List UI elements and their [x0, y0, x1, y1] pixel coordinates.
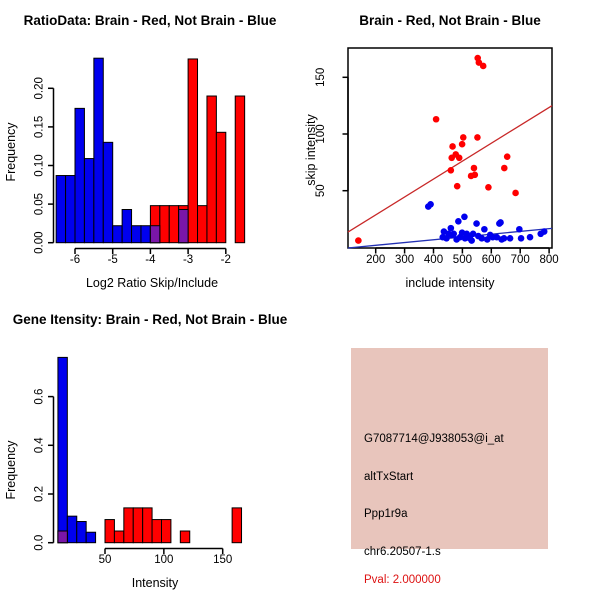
not-brain-blue-hist-bar: [75, 108, 84, 242]
overlap-purple-hist-bar: [150, 226, 159, 243]
brain-red-hist-bar: [124, 508, 133, 543]
not-brain-blue-point: [541, 228, 548, 235]
brain-red-point: [474, 134, 481, 141]
gene-info-panel: [300, 300, 600, 600]
x-tick-label: 400: [423, 254, 444, 266]
brain-red-hist-bar: [114, 531, 123, 543]
brain-red-point: [355, 237, 362, 244]
not-brain-blue-point: [527, 234, 534, 241]
x-tick-label: 600: [481, 254, 501, 266]
gene-intensity-histogram-panel: [0, 300, 300, 600]
brain-red-point: [501, 165, 508, 172]
intensity-scatter-ylabel: skip intensity: [304, 114, 318, 186]
y-tick-label: 0.00: [33, 231, 46, 254]
not-brain-blue-point: [516, 226, 523, 233]
brain-red-hist-bar: [188, 59, 197, 243]
x-tick-label: -5: [107, 254, 118, 266]
ratio-histogram-panel: [0, 0, 300, 300]
brain-red-point: [460, 134, 467, 141]
y-tick-label: 150: [315, 67, 327, 87]
not-brain-blue-hist-bar: [67, 516, 76, 543]
gene-intensity-histogram-xlabel: Intensity: [131, 576, 179, 590]
not-brain-blue-hist-bar: [94, 58, 103, 243]
not-brain-blue-point: [497, 219, 504, 226]
brain-red-point: [471, 165, 478, 172]
brain-red-point: [433, 116, 440, 123]
y-tick-label: 0.15: [33, 115, 46, 139]
not-brain-blue-point: [501, 235, 508, 242]
not-brain-blue-point: [507, 235, 514, 242]
x-tick-label: -6: [69, 254, 81, 266]
brain-red-point: [485, 184, 492, 191]
brain-red-hist-bar: [235, 96, 244, 243]
brain-red-point: [459, 141, 466, 148]
brain-red-point: [504, 153, 511, 160]
y-tick-label: 0.20: [33, 77, 46, 100]
brain-red-point: [512, 190, 519, 197]
gene-name-text: Ppp1r9a: [364, 508, 408, 520]
y-tick-label: 0.6: [33, 388, 46, 405]
ratio-histogram-ylabel: Frequency: [4, 122, 18, 182]
not-brain-blue-hist-bar: [122, 210, 131, 243]
not-brain-blue-hist-bar: [56, 176, 65, 243]
y-tick-label: 0.2: [33, 486, 46, 502]
brain-red-hist-bar: [143, 508, 152, 543]
brain-red-hist-bar: [198, 206, 207, 243]
not-brain-blue-hist-bar: [66, 176, 75, 243]
x-tick-label: 800: [539, 254, 559, 266]
not-brain-blue-point: [455, 218, 462, 225]
not-brain-blue-hist-bar: [86, 532, 95, 542]
x-tick-label: -2: [220, 254, 231, 266]
not-brain-blue-point: [448, 225, 455, 232]
probe-id-text: G7087714@J938053@i_at: [364, 433, 504, 445]
not-brain-blue-hist-bar: [58, 357, 67, 542]
x-tick-label: 700: [510, 254, 530, 266]
gene-info-box: [351, 348, 548, 586]
x-tick-label: 100: [154, 554, 174, 566]
x-tick-label: 50: [98, 554, 112, 566]
locus-text: chr6.20507-1.s: [364, 546, 441, 558]
not-brain-blue-hist-bar: [103, 142, 112, 242]
pval-text: Pval: 2.000000: [364, 574, 441, 586]
overlap-purple-hist-bar: [58, 531, 67, 543]
gene-intensity-histogram-ylabel: Frequency: [4, 440, 18, 500]
not-brain-blue-point: [481, 226, 488, 233]
brain-red-point: [449, 143, 456, 150]
x-tick-label: -3: [182, 254, 194, 266]
not-brain-blue-hist-bar: [113, 226, 122, 243]
ratio-histogram-xlabel: Log2 Ratio Skip/Include: [85, 276, 219, 290]
brain-red-hist-bar: [180, 531, 189, 543]
x-tick-label: 300: [395, 254, 415, 266]
y-tick-label: 100: [315, 124, 327, 144]
y-tick-label: 0.05: [33, 192, 46, 216]
brain-red-point: [480, 63, 487, 70]
not-brain-blue-point: [478, 235, 485, 242]
intensity-scatter-chart: [300, 0, 600, 300]
ratio-histogram-title: RatioData: Brain - Red, Not Brain - Blue: [23, 13, 277, 28]
ratio-histogram-chart: [0, 0, 300, 300]
brain-red-hist-bar: [133, 508, 142, 543]
y-tick-label: 50: [315, 184, 327, 198]
y-tick-label: 0.4: [33, 437, 46, 454]
not-brain-blue-point: [427, 201, 434, 208]
brain-red-hist-bar: [161, 520, 170, 543]
not-brain-blue-hist-bar: [77, 522, 86, 543]
brain-red-point: [448, 167, 455, 174]
not-brain-blue-point: [518, 235, 525, 242]
x-tick-label: 500: [452, 254, 472, 266]
brain-red-hist-bar: [105, 520, 114, 543]
not-brain-blue-point: [473, 220, 480, 227]
brain-red-hist-bar: [216, 132, 225, 242]
gene-intensity-histogram-title: Gene Itensity: Brain - Red, Not Brain - Blue: [12, 312, 288, 327]
not-brain-blue-hist-bar: [132, 226, 141, 243]
x-tick-label: 150: [213, 554, 233, 566]
brain-red-hist-bar: [207, 96, 216, 243]
intensity-scatter-title: Brain - Red, Not Brain - Blue: [359, 13, 541, 28]
y-tick-label: 0.0: [33, 534, 46, 551]
brain-red-point: [454, 183, 461, 190]
gene-intensity-histogram-chart: [0, 300, 300, 600]
overlap-purple-hist-bar: [179, 210, 188, 243]
intensity-scatter-xlabel: include intensity: [405, 276, 495, 290]
brain-red-hist-bar: [152, 520, 161, 543]
event-type-text: altTxStart: [364, 471, 414, 483]
not-brain-blue-hist-bar: [141, 226, 150, 243]
brain-red-hist-bar: [160, 206, 169, 243]
y-tick-label: 0.10: [33, 154, 46, 177]
x-tick-label: -4: [145, 254, 156, 266]
brain-red-point: [472, 172, 479, 179]
brain-red-hist-bar: [232, 508, 241, 543]
not-brain-blue-point: [468, 237, 475, 244]
not-brain-blue-point: [450, 230, 457, 237]
not-brain-blue-hist-bar: [84, 159, 93, 243]
intensity-scatter-panel: [300, 0, 600, 300]
brain-red-hist-bar: [169, 206, 178, 243]
brain-red-point: [456, 155, 463, 162]
x-tick-label: 200: [366, 254, 386, 266]
not-brain-blue-point: [461, 213, 468, 220]
